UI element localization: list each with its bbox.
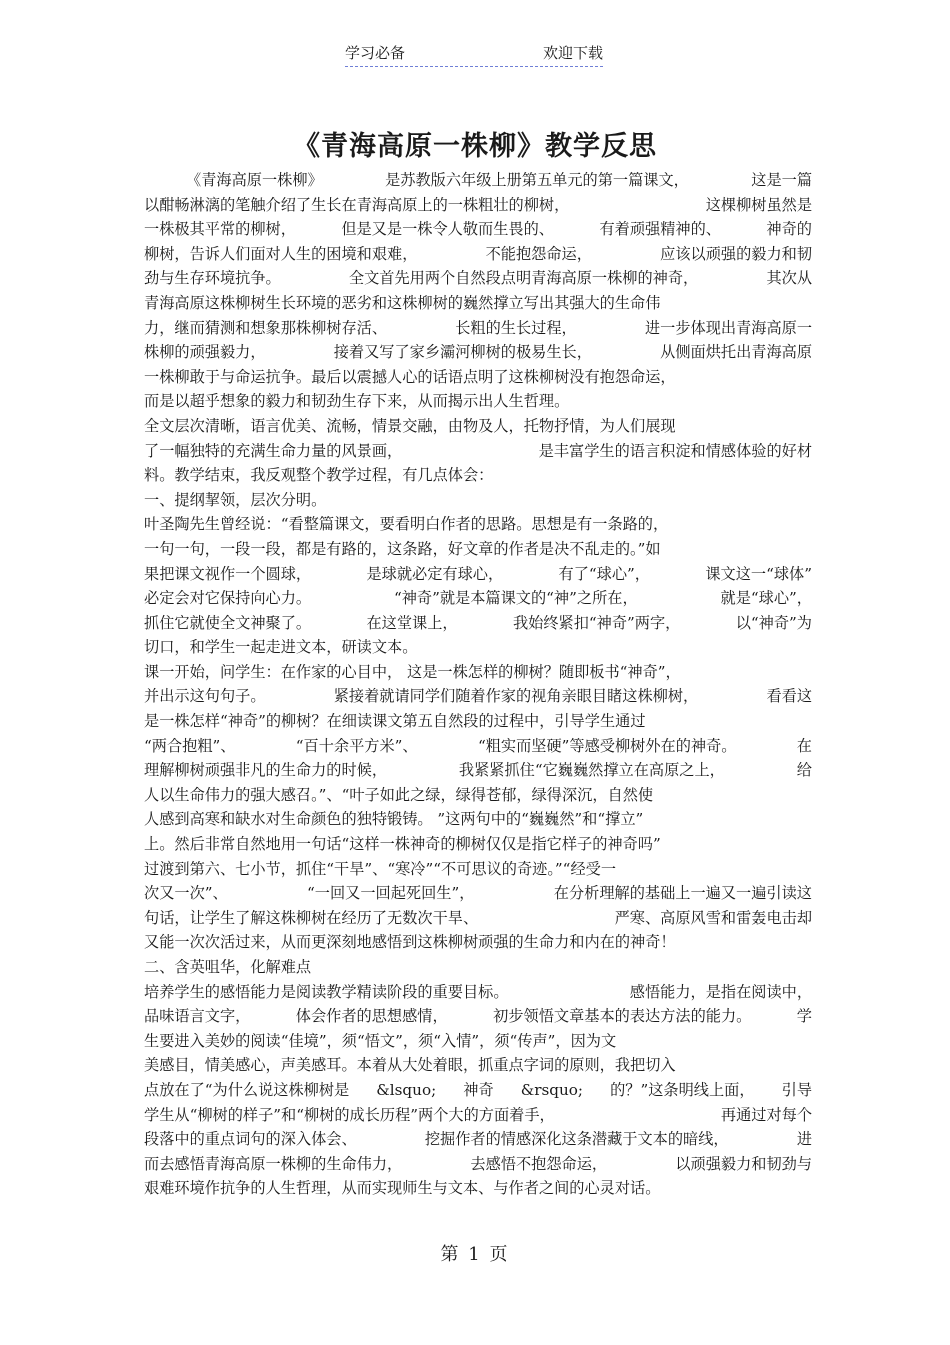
text-line <box>144 684 812 709</box>
text-segment: 我紧紧抓住“它巍巍然撑立在高原之上， <box>458 761 725 780</box>
text-segment: 紧接着就请同学们随着作家的视角亲眼目睹这株柳树， <box>333 687 699 706</box>
text-segment: 进一步体现出青海高原一 <box>644 318 812 337</box>
text-line <box>144 783 812 808</box>
text-line <box>144 955 812 980</box>
text-line <box>144 807 812 832</box>
text-line <box>144 168 812 193</box>
text-segment: 的？”这条明线上面， <box>610 1080 755 1099</box>
text-segment: 不能抱怨命运， <box>485 244 592 263</box>
text-segment: 人以生命伟力的强大感召。”、“叶子如此之绿，绿得苍郁，绿得深沉，自然使 <box>144 785 654 804</box>
text-segment: 点放在了“为什么说这株柳树是 <box>144 1080 350 1099</box>
text-segment: 生要进入美妙的阅读“佳境”，须“悟文”，须“入情”，须“传声”，因为文 <box>144 1031 617 1050</box>
text-line <box>144 709 812 734</box>
text-segment: 劲与生存环境抗争。 <box>144 269 281 288</box>
text-line <box>144 365 812 390</box>
text-line <box>144 734 812 759</box>
text-segment: 感悟能力，是指在阅读中， <box>629 982 812 1001</box>
text-segment: 理解柳树顽强非凡的生命力的时候， <box>144 761 387 780</box>
text-line <box>144 537 812 562</box>
text-segment: 以顽强毅力和韧劲与 <box>675 1154 812 1173</box>
text-segment: 有着顽强精神的、 <box>599 220 721 239</box>
text-segment: 从侧面烘托出青海高原 <box>660 343 812 362</box>
text-segment: 是一株怎样“神奇”的柳树？在细读课文第五自然段的过程中，引导学生通过 <box>144 712 646 731</box>
text-line <box>144 291 812 316</box>
text-segment: 严寒、高原风雪和雷轰电击却 <box>614 908 812 927</box>
text-line <box>144 1004 812 1029</box>
text-segment: 了一幅独特的充满生命力量的风景画， <box>144 441 403 460</box>
text-segment: 有了“球心”， <box>558 564 650 583</box>
text-line <box>144 857 812 882</box>
text-segment: 料。教学结束，我反观整个教学过程，有几点体会： <box>144 466 494 485</box>
text-segment: 青海高原这株柳树生长环境的恶劣和这株柳树的巍然撑立写出其强大的生命伟 <box>144 293 661 312</box>
text-segment: 切口，和学生一起走进文本，研读文本。 <box>144 638 418 657</box>
text-segment: 进 <box>796 1130 812 1149</box>
text-segment: 次又一次”、 <box>144 884 228 903</box>
text-line <box>144 217 812 242</box>
text-segment: 人感到高寒和缺水对生命颜色的独特锻铸。 ”这两句中的“巍巍然”和“撑立” <box>144 810 644 829</box>
text-line <box>144 242 812 267</box>
text-line <box>144 1029 812 1054</box>
text-segment: 神奇 <box>463 1080 494 1099</box>
text-line <box>144 1103 812 1128</box>
text-segment: 在 <box>796 736 812 755</box>
text-line <box>144 562 812 587</box>
text-segment: 去感悟不抱怨命运， <box>470 1154 608 1173</box>
text-segment: 而去感悟青海高原一株柳的生命伟力， <box>144 1154 403 1173</box>
text-line <box>144 1127 812 1152</box>
text-segment: 是丰富学生的语言积淀和情感体验的好材 <box>538 441 812 460</box>
document-title: 《青海高原一株柳》教学反思 <box>293 131 657 162</box>
text-line <box>144 414 812 439</box>
text-segment: 段落中的重点词句的深入体会、 <box>144 1130 357 1149</box>
text-line <box>144 512 812 537</box>
text-line <box>144 758 812 783</box>
text-segment: 但是又是一株令人敬而生畏的、 <box>341 220 554 239</box>
text-line <box>144 832 812 857</box>
text-segment: “一回又一回起死回生”， <box>307 884 475 903</box>
text-segment: “神奇”就是本篇课文的“神”之所在， <box>393 589 638 608</box>
text-segment: 株柳的顽强毅力， <box>144 343 266 362</box>
text-line <box>144 488 812 513</box>
text-line <box>144 586 812 611</box>
text-line <box>144 193 812 218</box>
text-segment: 再通过对每个 <box>720 1105 812 1124</box>
text-segment: 给 <box>796 761 812 780</box>
text-segment: “两合抱粗”、 <box>144 736 236 755</box>
page-header <box>345 42 603 67</box>
header-left-text: 学习必备 <box>345 44 406 62</box>
text-segment: 我始终紧扣“神奇”两字， <box>512 613 681 632</box>
text-line <box>144 660 812 685</box>
text-segment: 其次从 <box>766 269 812 288</box>
text-segment: 在这堂课上， <box>366 613 458 632</box>
text-line <box>144 340 812 365</box>
text-segment: 柳树，告诉人们面对人生的困境和艰难， <box>144 244 418 263</box>
text-segment: 长粗的生长过程， <box>455 318 577 337</box>
text-segment: 接着又写了家乡灞河柳树的极易生长， <box>333 343 592 362</box>
text-segment: 这棵柳树虽然是 <box>705 195 812 214</box>
text-segment: 《青海高原一株柳》 <box>186 171 323 189</box>
text-line <box>144 980 812 1005</box>
text-segment: 二、含英咀华，化解难点 <box>144 958 312 976</box>
text-segment: 这是一篇 <box>751 171 812 189</box>
text-line <box>144 266 812 291</box>
text-segment: 学 <box>796 1007 812 1026</box>
text-segment: “百十余平方米”、 <box>295 736 418 755</box>
text-segment: 美感目，情美感心，声美感耳。本着从大处着眼，抓重点字词的原则，我把切入 <box>144 1056 676 1075</box>
text-segment: 必定会对它保持向心力。 <box>144 589 312 608</box>
text-line <box>144 881 812 906</box>
text-segment: 上。然后非常自然地用一句话“这样一株神奇的柳树仅仅是指它样子的神奇吗” <box>144 835 661 854</box>
text-segment: 抓住它就使全文神聚了。 <box>144 613 312 632</box>
text-line <box>144 389 812 414</box>
text-segment: 神奇的 <box>766 220 812 239</box>
text-segment: 一株柳敢于与命运抗争。最后以震撼人心的话语点明了这株柳树没有抱怨命运， <box>144 367 676 386</box>
text-segment: 课文这一“球体” <box>705 564 812 583</box>
text-segment: 是球就必定有球心， <box>366 564 504 583</box>
page-number: 第 1 页 <box>440 1244 510 1265</box>
text-line <box>144 1078 812 1103</box>
text-segment: &rsquo; <box>520 1080 584 1099</box>
text-segment: 一、提纲挈领，层次分明。 <box>144 490 327 509</box>
text-segment: 一句一句，一段一段，都是有路的，这条路，好文章的作者是决不乱走的。”如 <box>144 539 661 558</box>
text-segment: 过渡到第六、七小节，抓住“干旱”、“寒冷”“不可思议的奇迹。”“经受一 <box>144 859 617 878</box>
header-right-text: 欢迎下载 <box>542 44 603 62</box>
text-line <box>144 316 812 341</box>
text-segment: 在分析理解的基础上一遍又一遍引读这 <box>553 884 812 903</box>
text-segment: 艰难环境作抗争的人生哲理，从而实现师生与文本、与作者之间的心灵对话。 <box>144 1179 661 1198</box>
text-segment: 看看这 <box>766 687 812 706</box>
text-segment: 句话，让学生了解这株柳树在经历了无数次干旱、 <box>144 908 479 927</box>
text-line <box>144 930 812 955</box>
text-segment: 应该以顽强的毅力和韧 <box>660 244 812 263</box>
text-segment: 体会作者的思想感情， <box>295 1007 448 1026</box>
text-segment: 果把课文视作一个圆球， <box>144 564 312 583</box>
text-line <box>144 635 812 660</box>
text-segment: 培养学生的感悟能力是阅读教学精读阶段的重要目标。 <box>144 982 509 1001</box>
text-segment: 是苏教版六年级上册第五单元的第一篇课文， <box>385 171 689 189</box>
text-segment: 品味语言文字， <box>144 1007 251 1026</box>
text-line <box>144 611 812 636</box>
text-segment: 全文首先用两个自然段点明青海高原一株柳的神奇， <box>348 269 699 288</box>
text-line <box>144 906 812 931</box>
text-segment: 就是“球心”， <box>720 589 812 608</box>
text-segment: 课一开始，问学生：在作家的心目中， 这是一株怎样的柳树？随即板书“神奇”， <box>144 662 681 681</box>
text-line <box>144 463 812 488</box>
text-segment: 一株极其平常的柳树， <box>144 220 296 239</box>
text-segment: “粗实而坚硬”等感受柳树外在的神奇。 <box>477 736 737 755</box>
document-body <box>144 168 812 1201</box>
text-segment: 以“神奇”为 <box>735 613 812 632</box>
text-segment: 学生从“柳树的样子”和“柳树的成长历程”两个大的方面着手， <box>144 1105 555 1124</box>
text-segment: 叶圣陶先生曾经说：“看整篇课文，要看明白作者的思路。思想是有一条路的， <box>144 515 669 534</box>
text-segment: 并出示这句句子。 <box>144 687 266 706</box>
text-segment: &lsquo; <box>376 1080 437 1099</box>
text-line <box>144 1176 812 1201</box>
text-segment: 挖掘作者的情感深化这条潜藏于文本的暗线， <box>424 1130 729 1149</box>
text-segment: 而是以超乎想象的毅力和韧劲生存下来，从而揭示出人生哲理。 <box>144 392 570 411</box>
text-segment: 又能一次次活过来，从而更深刻地感悟到这株柳树顽强的生命力和内在的神奇！ <box>144 933 676 952</box>
text-segment: 以酣畅淋漓的笔触介绍了生长在青海高原上的一株粗壮的柳树， <box>144 195 570 214</box>
text-line <box>144 1152 812 1177</box>
text-segment: 初步领悟文章基本的表达方法的能力。 <box>493 1007 752 1026</box>
text-segment: 引导 <box>781 1080 812 1099</box>
text-segment: 全文层次清晰，语言优美、流畅，情景交融，由物及人，托物抒情，为人们展现 <box>144 416 676 435</box>
text-line <box>144 439 812 464</box>
text-line <box>144 1053 812 1078</box>
text-segment: 力，继而猜测和想象那株柳树存活、 <box>144 318 387 337</box>
